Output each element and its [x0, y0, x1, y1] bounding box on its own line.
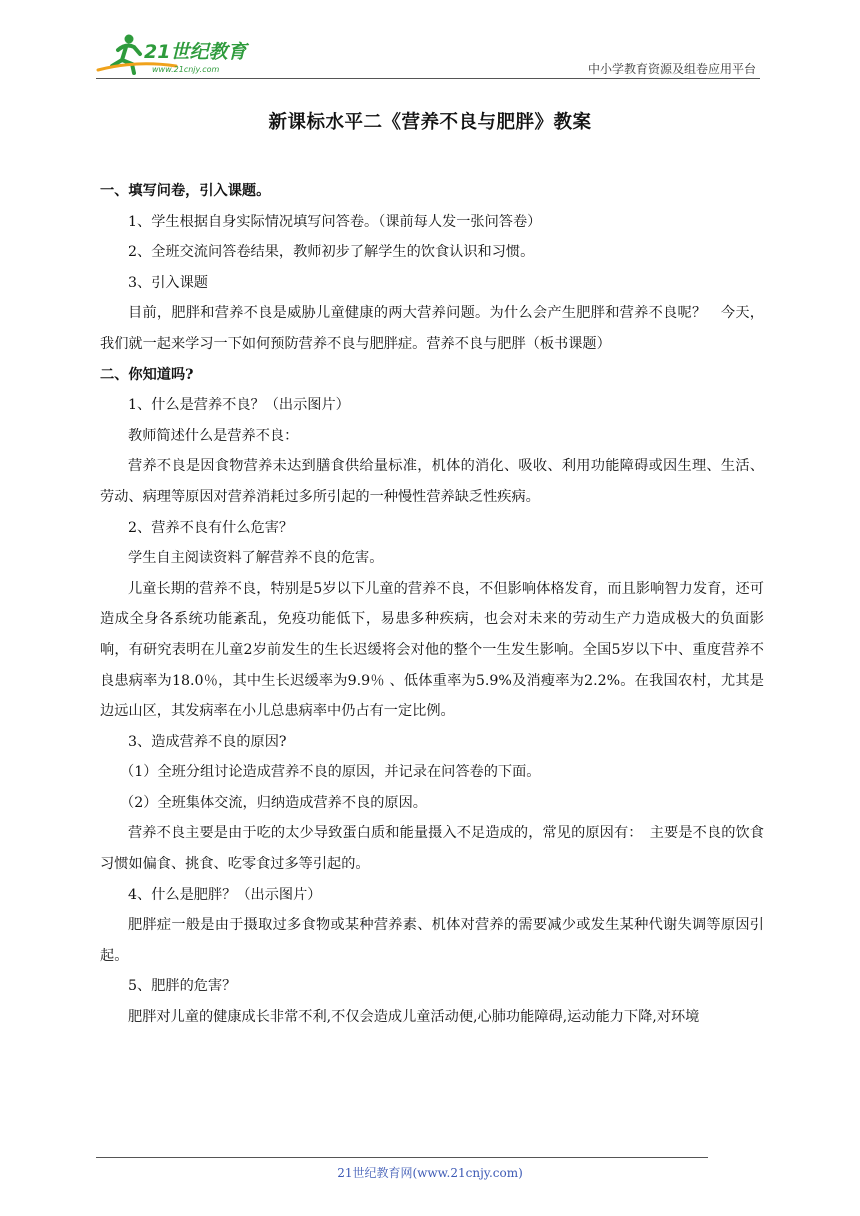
paragraph: 1、学生根据自身实际情况填写问答卷。（课前每人发一张问答卷）	[128, 213, 542, 230]
header-divider	[96, 78, 760, 79]
paragraph: 2、全班交流问答卷结果，教师初步了解学生的饮食认识和习惯。	[128, 244, 535, 261]
paragraph: （1）全班分组讨论造成营养不良的原因，并记录在问答卷的下面。	[120, 764, 541, 781]
paragraph: 目前，肥胖和营养不良是威胁儿童健康的两大营养问题。为什么会产生肥胖和营养不良呢？ 今天，我们就一起来学习一下如何预防营养不良与肥胖症。营养不良与肥胖（板书课题）	[100, 305, 764, 352]
paragraph: 1、什么是营养不良？（出示图片）	[128, 397, 350, 414]
paragraph: 营养不良是因食物营养未达到膳食供给量标准，机体的消化、吸收、利用功能障碍或因生理、生活、劳动、病理等原因对营养消耗过多所引起的一种慢性营养缺乏性疾病。	[100, 458, 764, 505]
document-body	[100, 176, 764, 1033]
section-heading-2: 二、你知道吗?	[100, 366, 194, 383]
paragraph: （2）全班集体交流，归纳造成营养不良的原因。	[120, 794, 427, 811]
paragraph: 4、什么是肥胖？（出示图片）	[128, 886, 322, 903]
paragraph: 教师简述什么是营养不良：	[128, 427, 299, 444]
paragraph: 营养不良主要是由于吃的太少导致蛋白质和能量摄入不足造成的，常见的原因有： 主要是不良的饮食习惯如偏食、挑食、吃零食过多等引起的。	[100, 825, 764, 873]
footer-text: 21世纪教育网(www.21cnjy.com)	[337, 1166, 523, 1180]
paragraph: 3、造成营养不良的原因?	[128, 733, 287, 750]
section-heading-1: 一、填写问卷，引入课题。	[100, 183, 271, 199]
page-header	[96, 30, 760, 80]
paragraph: 儿童长期的营养不良，特别是5岁以下儿童的营养不良，不但影响体格发育，而且影响智力发育，还可造成全身各系统功能紊乱，免疫功能低下，易患多种疾病，也会对未来的劳动生产力造成极大的负面影响，有研究表明在儿童2岁前发生的生长迟缓将会对他的整个一生发生影响。全国5岁以下中、重度营养不良患病率为18.0％，其中生长迟缓率为9.9％ 、低体重率为5.9%及消瘦率为2.2%。在我国农村，尤其是边远山区，其发病率在小儿总患病率中仍占有一定比例。	[100, 580, 764, 720]
document-title: 新课标水平二《营养不良与肥胖》教案	[268, 112, 592, 133]
logo-url: www.21cnjy.com	[152, 65, 220, 74]
paragraph: 肥胖对儿童的健康成长非常不利,不仅会造成儿童活动便,心肺功能障碍,运动能力下降,对环境	[128, 1009, 700, 1026]
logo-text: 21世纪教育	[144, 41, 247, 63]
paragraph: 肥胖症一般是由于摄取过多食物或某种营养素、机体对营养的需要减少或发生某种代谢失调等原因引起。	[100, 917, 764, 964]
platform-name: 中小学教育资源及组卷应用平台	[587, 62, 756, 76]
logo-21cnjy	[96, 30, 266, 78]
footer-divider	[96, 1157, 708, 1158]
paragraph: 3、引入课题	[128, 274, 208, 291]
paragraph: 学生自主阅读资料了解营养不良的危害。	[128, 550, 384, 567]
paragraph: 5、肥胖的危害？	[128, 978, 237, 995]
paragraph: 2、营养不良有什么危害？	[128, 519, 294, 536]
